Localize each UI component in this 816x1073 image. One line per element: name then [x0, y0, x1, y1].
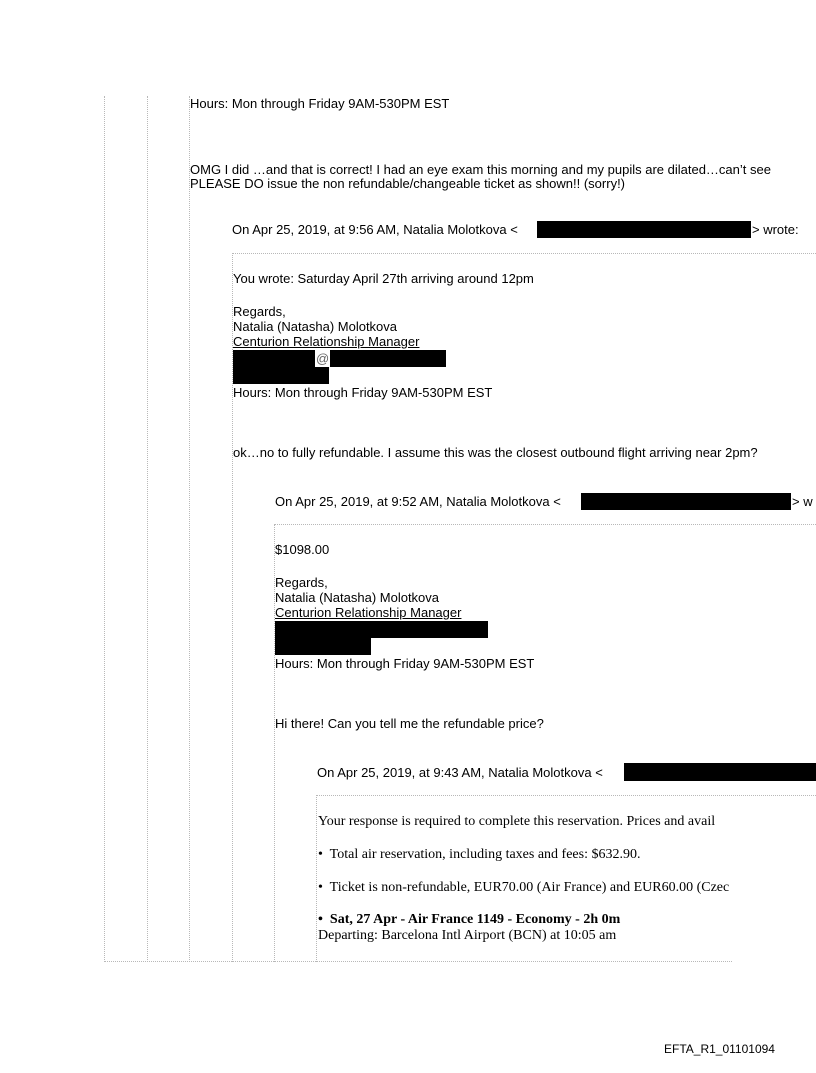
price-line: $1098.00 [275, 542, 330, 557]
quote-border [189, 96, 190, 962]
signature-name: Natalia (Natasha) Molotkova [233, 319, 398, 334]
quote-header-pre: On Apr 25, 2019, at 9:56 AM, Natalia Molotkova < [232, 222, 518, 237]
redacted-email-domain [330, 350, 446, 367]
redacted-email [537, 221, 751, 238]
bottom-divider [104, 961, 732, 962]
quote-divider [316, 795, 816, 796]
signature-regards: Regards, [275, 575, 328, 590]
response-required: Your response is required to complete this reservation. Prices and avail [318, 814, 716, 829]
redacted-email-user [233, 350, 315, 367]
bullet-ticket-text: Ticket is non-refundable, EUR70.00 (Air France) and EUR60.00 (Czec [329, 880, 730, 895]
reply-line: ok…no to fully refundable. I assume this was the closest outbound flight arriving near 2pm? [233, 445, 758, 460]
signature-role: Centurion Relationship Manager [275, 605, 462, 620]
reply-line-2: PLEASE DO issue the non refundable/changeable ticket as shown!! (sorry!) [190, 176, 626, 191]
bullet-total: • Total air reservation, including taxes and fees: $632.90. [318, 847, 641, 862]
hours-line: Hours: Mon through Friday 9AM-530PM EST [233, 385, 493, 400]
signature-at-sign: @ [316, 351, 330, 366]
hours-line: Hours: Mon through Friday 9AM-530PM EST [275, 656, 535, 671]
redacted-contact [275, 621, 488, 638]
redacted-phone [275, 638, 371, 655]
redacted-email [624, 763, 816, 781]
quote-header-post: > w [792, 494, 813, 509]
flight-text: Sat, 27 Apr - Air France 1149 - Economy - 2h 0m [329, 912, 621, 927]
reply-line-1: OMG I did …and that is correct! I had an eye exam this morning and my pupils are dilated…can’t see [190, 162, 771, 177]
bullet-ticket: • Ticket is non-refundable, EUR70.00 (Air France) and EUR60.00 (Czec [318, 880, 730, 895]
bullet-total-text: Total air reservation, including taxes and fees: $632.90. [329, 847, 641, 862]
hours-line: Hours: Mon through Friday 9AM-530PM EST [190, 96, 450, 111]
reply-line: Hi there! Can you tell me the refundable price? [275, 716, 544, 731]
signature-name: Natalia (Natasha) Molotkova [275, 590, 440, 605]
quote-header-post: > wrote: [752, 222, 799, 237]
signature-regards: Regards, [233, 304, 286, 319]
departing-line: Departing: Barcelona Intl Airport (BCN) at 10:05 am [318, 928, 617, 943]
document-id: EFTA_R1_01101094 [664, 1042, 775, 1056]
signature-role: Centurion Relationship Manager [233, 334, 420, 349]
quote-border [147, 96, 148, 962]
quote-header-pre: On Apr 25, 2019, at 9:43 AM, Natalia Molotkova < [317, 765, 603, 780]
quote-divider [274, 524, 816, 525]
quote-divider [232, 253, 816, 254]
redacted-email [581, 493, 791, 510]
quote-header-pre: On Apr 25, 2019, at 9:52 AM, Natalia Molotkova < [275, 494, 561, 509]
flight-line: • Sat, 27 Apr - Air France 1149 - Economy - 2h 0m [318, 912, 621, 927]
quote-border [316, 795, 317, 962]
redacted-phone [233, 367, 329, 384]
quote-border [104, 96, 105, 962]
you-wrote-line: You wrote: Saturday April 27th arriving around 12pm [233, 271, 534, 286]
